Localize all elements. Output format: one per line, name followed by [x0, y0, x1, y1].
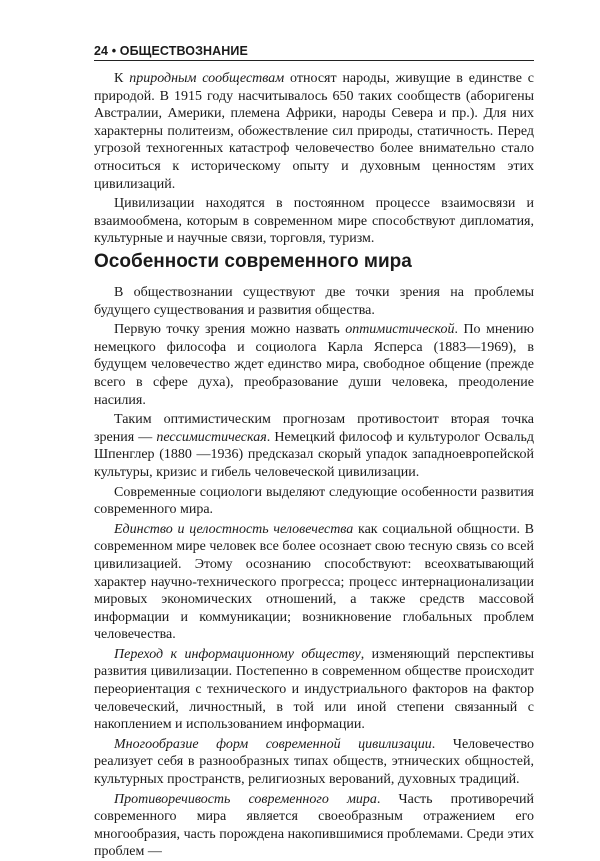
paragraph: Переход к информационному обществу, изменяющий перспективы развития цивилизации. Постепенно в современном обществе происходит переориентация с технического и индустриального факторов на фактор человеческий, личностный, в той или иной степени связанный с накоплением и использованием информации.: [94, 646, 534, 733]
paragraph: Противоречивость современного мира. Часть противоречий современного мира является своеобразным отражением его многообразия, часть порождена накопившимися проблемами. Среди этих проблем —: [94, 791, 535, 860]
section-features-of-modern-world: [94, 250, 534, 861]
header-section-title: ОБЩЕСТВОЗНАНИЕ: [119, 44, 248, 58]
paragraph: Первую точку зрения можно назвать оптимистической. По мнению немецкого философа и социолога Карла Ясперса (1883—1969), в будущем человечество ждет единство мира, свободное общение (прежде всего в сфере духа), преобразование души человека, преодоление насилия.: [94, 322, 534, 408]
intro-block: [94, 70, 534, 248]
italic-term: Единство и целостность человечества: [114, 521, 354, 537]
header-bullet: •: [111, 44, 117, 58]
paragraph: Современные социологи выделяют следующие особенности развития современного мира.: [94, 484, 534, 518]
header-rule: [94, 60, 534, 61]
paragraph: Единство и целостность человечества как социальной общности. В современном мире человек все более осознает свою тесную связь со всей цивилизацией. Этому осознанию способствуют: всеохватывающий характер научно-технического прогресса; процесс интернационализации мировых экономических отношений, а также средств массовой информации и коммуникации; возникновение глобальных проблем человечества.: [94, 521, 534, 643]
paragraph: К природным сообществам относят народы, живущие в единстве с природой. В 1915 году насчитывалось 650 таких сообществ (аборигены Австралии, Америки, племена Африки, народы Севера и пр.). Для них характерны политеизм, обожествление сил природы, статичность. Перед угрозой техногенных катастроф человечество более внимательно стало относиться к историческому опыту и духовным ценностям этих цивилизаций.: [94, 71, 534, 192]
italic-term: пессимистическая: [156, 429, 267, 445]
italic-term: Переход к информационному обществу: [114, 646, 361, 662]
running-header: [94, 44, 534, 58]
paragraph: Таким оптимистическим прогнозам противостоит вторая точка зрения — пессимистическая. Немецкий философ и культуролог Освальд Шпенглер (1880 —1936) предсказал скорый упадок западноевропейской культуры, кризис и гибель человеческой цивилизации.: [94, 412, 534, 480]
paragraph: Цивилизации находятся в постоянном процессе взаимосвязи и взаимообмена, которым в современном мире способствуют дипломатия, культурные и научные связи, торговля, туризм.: [94, 196, 534, 247]
page-number: 24: [94, 44, 109, 58]
italic-term: оптимистической: [345, 322, 455, 338]
italic-term: природным сообществам: [129, 71, 285, 86]
section-heading: Особенности современного мира: [94, 251, 412, 272]
italic-term: Противоречивость современного мира: [114, 791, 377, 807]
paragraph: Многообразие форм современной цивилизации. Человечество реализует себя в разнообразных типах обществ, этнических общностей, культурных пространств, религиозных верований, духовных традиций.: [94, 736, 534, 788]
paragraph: В обществознании существуют две точки зрения на проблемы будущего существования и развития общества.: [94, 285, 534, 318]
italic-term: Многообразие форм современной цивилизации: [114, 736, 432, 752]
